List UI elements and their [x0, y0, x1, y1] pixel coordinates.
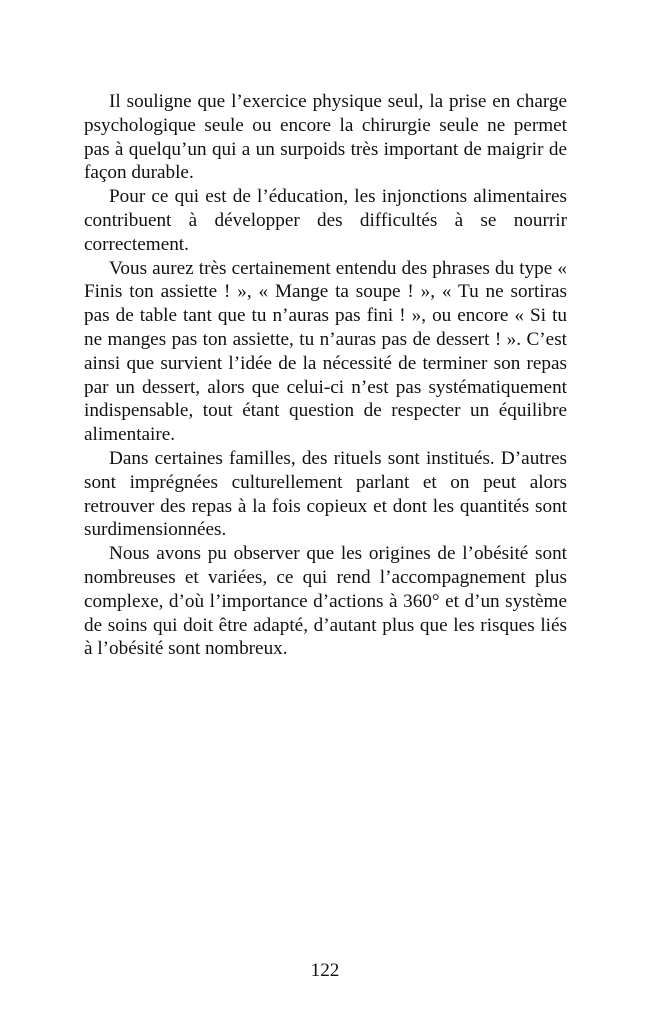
paragraph-2: Pour ce qui est de l’éducation, les injonctions alimentaires contribuent à développer des difficultés à se nourrir correctement.	[84, 186, 567, 255]
paragraph-4: Dans certaines familles, des rituels sont institués. D’autres sont imprégnées culturellement parlant et on peut alors retrouver des repas à la fois copieux et dont les quantités sont surdimensionnées.	[84, 447, 567, 541]
paragraph-1: Il souligne que l’exercice physique seul, la prise en charge psychologique seule ou encore la chirurgie seule ne permet pas à quelqu’un qui a un surpoids très important de maigrir de façon durable.	[84, 91, 567, 184]
paragraph-5: Nous avons pu observer que les origines de l’obésité sont nombreuses et variées, ce qui rend l’accompagnement plus complexe, d’où l’importance d’actions à 360° et d’un système de soins qui doit être adapté, d’autant plus que les risques liés à l’obésité sont nombreux.	[84, 543, 567, 660]
page-number: 122	[310, 960, 340, 981]
body-text	[84, 90, 567, 661]
paragraph-3: Vous aurez très certainement entendu des phrases du type « Finis ton assiette ! », « Mange ta soupe ! », « Tu ne sortiras pas de table tant que tu n’auras pas fini ! », ou encore « Si tu ne manges pas ton assiette, tu n’auras pas de dessert ! ». C’est ainsi que survient l’idée de la nécessité de terminer son repas par un dessert, alors que celui-ci n’est pas systématiquement indispensable, tout étant question de respecter un équilibre alimentaire.	[84, 257, 567, 446]
